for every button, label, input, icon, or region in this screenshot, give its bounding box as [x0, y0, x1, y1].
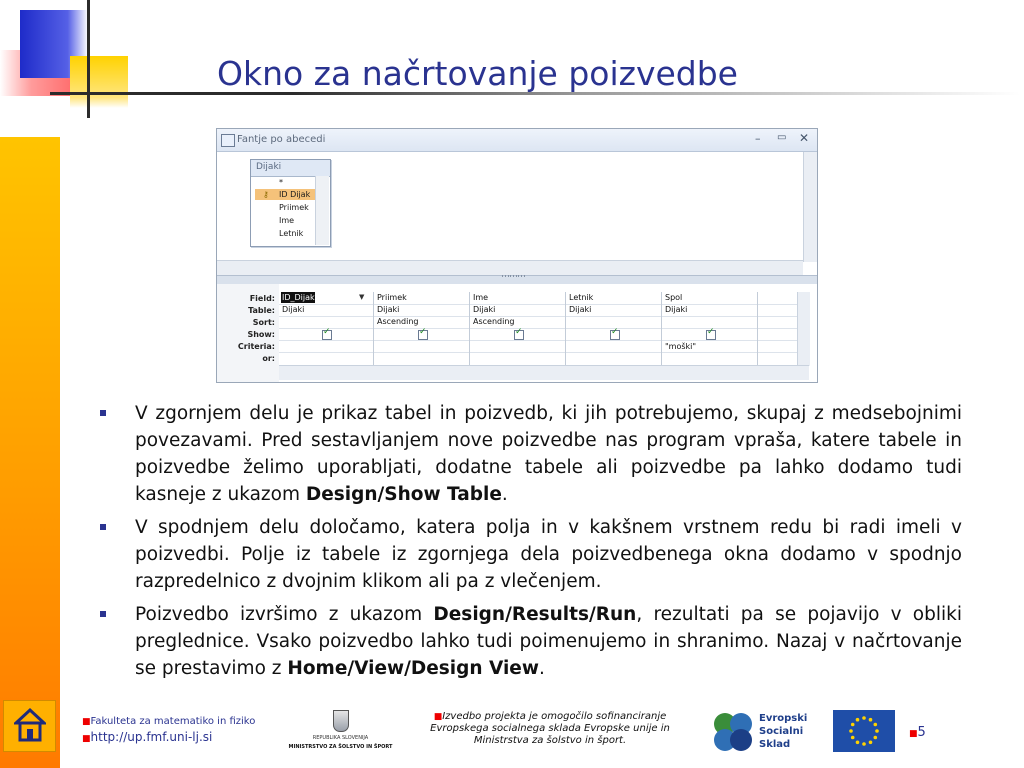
show-checkbox[interactable] [418, 330, 428, 340]
home-button[interactable] [3, 700, 56, 752]
grid-table-cell[interactable]: Dijaki [473, 305, 496, 314]
window-title: Fantje po abecedi [237, 134, 326, 145]
home-icon [14, 707, 46, 743]
splitter-grip-icon: ⋯⋯⋯ [501, 272, 525, 282]
bullet-item: Poizvedbo izvršimo z ukazom Design/Results/Run, rezultati pa se pojavijo v obliki preglednice. Vsako poizvedbo lahko tudi poimenujemo in shranimo. Nazaj v načrtovanje se prestavimo z Home/View/Design View. [100, 601, 962, 682]
table-field[interactable]: ID Dijak [279, 190, 311, 199]
table-box-title: Dijaki [251, 160, 330, 177]
grid-field-cell[interactable]: ID_Dijak [282, 293, 315, 302]
table-box-scrollbar[interactable] [315, 176, 329, 245]
grid-field-cell[interactable]: Ime [473, 293, 489, 302]
bullet-marker [100, 524, 106, 530]
table-field[interactable]: Ime [279, 216, 295, 225]
esf-word: Sklad [759, 739, 791, 750]
window-title-bar [217, 129, 817, 152]
footer-faculty: ■Fakulteta za matematiko in fiziko [82, 716, 256, 727]
show-checkbox[interactable] [706, 330, 716, 340]
show-checkbox[interactable] [514, 330, 524, 340]
bullet-marker [100, 410, 106, 416]
deco-yellow-square [70, 56, 128, 108]
ministry-logo [287, 710, 394, 754]
close-icon[interactable]: ✕ [799, 131, 810, 145]
row-label-criteria: Criteria: [237, 342, 275, 351]
command-name: Design/Results/Run [433, 604, 637, 625]
table-field[interactable]: Priimek [279, 203, 309, 212]
grid-table-cell[interactable]: Dijaki [569, 305, 592, 314]
ministry-line1: REPUBLIKA SLOVENIJA [312, 735, 369, 741]
row-label-show: Show: [247, 330, 275, 339]
grid-sort-cell[interactable]: Ascending [377, 317, 419, 326]
slovenia-emblem-icon [333, 710, 349, 732]
bullet-item: V zgornjem delu je prikaz tabel in poizvedb, ki jih potrebujemo, skupaj z medsebojnimi povezavami. Pred sestavljanjem nove poizvedbe nas program vpraša, katere tabele in poizvedbe želimo uporabljati, dodatne tabele ali poizvedbe pa lahko dodamo tudi kasneje z ukazom Design/Show Table. [100, 400, 962, 508]
grid-field-cell[interactable]: Letnik [569, 293, 594, 302]
grid-sort-cell[interactable]: Ascending [473, 317, 515, 326]
row-label-table: Table: [248, 306, 275, 315]
bullet-item: V spodnjem delu določamo, katera polja in v kakšnem vrstnem redu bi radi imeli v poizvedbi. Polje iz tabele iz zgornjega dela poizvedbenega okna dodamo v spodnjo razpredelnico z dvojnim klikom ali pa z vlečenjem. [100, 514, 962, 595]
esf-logo-icon [711, 710, 755, 754]
esf-word: Evropski [759, 713, 808, 724]
maximize-icon[interactable]: ▭ [777, 132, 787, 143]
bullet-marker [100, 611, 106, 617]
key-icon: ⚷ [263, 190, 269, 199]
chevron-down-icon[interactable]: ▼ [359, 293, 365, 301]
grid-table-cell[interactable]: Dijaki [377, 305, 400, 314]
footer-url[interactable]: ■http://up.fmf.uni-lj.si [82, 730, 213, 744]
show-checkbox[interactable] [322, 330, 332, 340]
command-name: Design/Show Table [305, 484, 502, 505]
page-title: Okno za načrtovanje poizvedbe [217, 54, 738, 93]
grid-field-cell[interactable]: Priimek [377, 293, 407, 302]
footer-funding-note: ■Izvedbo projekta je omogočilo sofinanciranje Evropskega socialnega sklada Evropske unije in Ministrstva za šolstvo in šport. [430, 711, 670, 746]
query-designer-screenshot [216, 128, 818, 383]
ministry-line2: MINISTRSTVO ZA ŠOLSTVO IN ŠPORT [288, 744, 393, 750]
grid-row-labels [217, 284, 279, 382]
bullet-list [100, 400, 962, 688]
left-orange-bar [0, 137, 60, 768]
table-field[interactable]: * [279, 178, 283, 187]
page-number: ■5 [909, 725, 926, 740]
grid-table-cell[interactable]: Dijaki [282, 305, 305, 314]
grid-vertical-scrollbar[interactable] [797, 292, 810, 366]
grid-table-cell[interactable]: Dijaki [665, 305, 688, 314]
deco-vertical-line [87, 0, 90, 118]
row-label-field: Field: [249, 294, 275, 303]
esf-logo [711, 710, 811, 754]
row-label-or: or: [262, 354, 275, 363]
grid-field-cell[interactable]: Spol [665, 293, 683, 302]
row-label-sort: Sort: [252, 318, 275, 327]
table-box-dijaki[interactable] [250, 159, 331, 247]
table-pane-vertical-scrollbar[interactable] [803, 152, 817, 262]
minimize-icon[interactable]: – [755, 132, 761, 145]
grid-criteria-cell[interactable]: "moški" [665, 342, 697, 351]
esf-word: Socialni [759, 726, 804, 737]
eu-flag-icon [833, 710, 895, 752]
query-icon [221, 134, 235, 147]
command-name: Home/View/Design View [287, 658, 539, 679]
grid-horizontal-scrollbar[interactable] [279, 365, 809, 380]
show-checkbox[interactable] [610, 330, 620, 340]
table-field[interactable]: Letnik [279, 229, 304, 238]
